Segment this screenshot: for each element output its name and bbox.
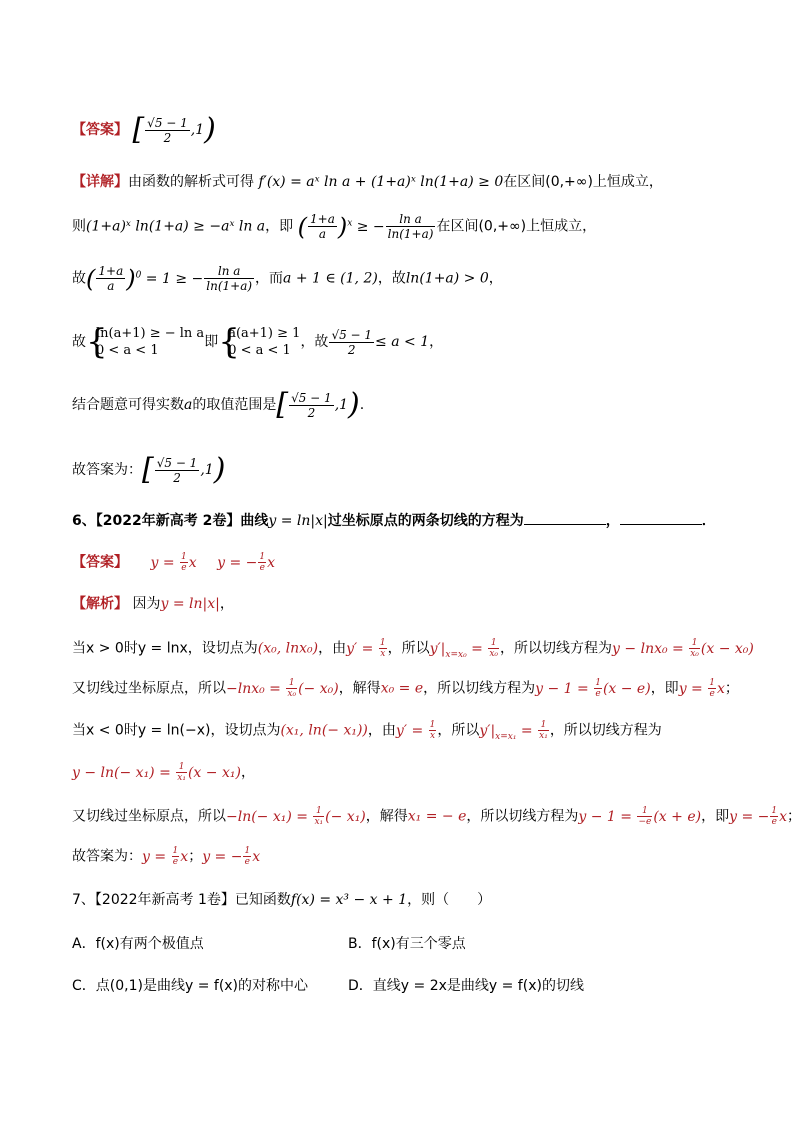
q6-c2-eq: −lnx₀ = $\frac{1}{\text{x₀}}$ (− x₀) bbox=[226, 678, 339, 699]
q7-fn: f(x) = x³ − x + 1 bbox=[290, 892, 408, 908]
q6-case2-line: 当x < 0时y = ln(−x)，设切点为(x₁, ln(− x₁))，由y′ = $\frac{1}{x}$ ，所以$y'|_{x=x_1}$ = $\frac{1}{\text{x₁}}$ ，所以切线方程为 bbox=[72, 720, 662, 742]
detail-text: ，故 bbox=[300, 334, 329, 350]
analysis-tag: 【解析】 bbox=[72, 596, 128, 612]
q7-option-a[interactable]: A．f(x)有两个极值点 bbox=[72, 936, 204, 952]
q6-c5-res: y = − $\frac{1}{e}$ x bbox=[729, 806, 788, 827]
detail-text: 故 bbox=[72, 270, 86, 287]
detail-formula-2b: ( $\frac{1+a}{a}$ )$^x$ ≥ − $\frac{\text{ln a}}{\ln(1+a)}$ bbox=[297, 212, 434, 241]
answer-5-value: [ $\frac{√5 - 1}{2}$ ,1) bbox=[132, 112, 216, 147]
q6-c1-slope: $y'|_{x=x_0}$ = $\frac{1}{\text{x₀}}$ bbox=[429, 638, 499, 660]
detail-text: . bbox=[359, 397, 365, 413]
detail-text: 的取值范围是 bbox=[192, 397, 277, 413]
q6-c1-pt: (x₀, lnx₀) bbox=[257, 640, 319, 657]
q6-c3-pt: (x₁, ln(− x₁)) bbox=[280, 722, 368, 739]
answer-tag: 【答案】 bbox=[72, 122, 128, 138]
detail-formula-3: ( $\frac{1+a}{a}$ )$^0$ = 1 ≥ − $\frac{\text{ln a}}{\ln(1+a)}$ bbox=[86, 264, 253, 293]
detail-cond: a + 1 ∈ (1, 2) bbox=[283, 270, 378, 287]
q6-ans-2: y = − $\frac{1}{e}$ x bbox=[217, 552, 276, 573]
system-2: { a(a+1) ≥ 1 0 < a < 1 bbox=[218, 322, 301, 362]
q6-c2-res: y = $\frac{1}{e}$ x bbox=[678, 678, 725, 699]
detail-text: ， bbox=[429, 334, 444, 350]
detail-text: ，而 bbox=[255, 270, 284, 287]
detail-text: 即 bbox=[204, 334, 219, 350]
q6-final-line: 故答案为：y = $\frac{1}{e}$ x；y = − $\frac{1}{e}$ x bbox=[72, 846, 261, 867]
detail-final: [ $\frac{√5 - 1}{2}$ ,1) bbox=[142, 452, 226, 487]
detail-tag: 【详解】 bbox=[72, 174, 128, 190]
q6-case2b-line: y − ln(− x₁) = $\frac{1}{\text{x₁}}$ (x − x₁)， bbox=[72, 762, 255, 783]
detail-5-line-6 bbox=[72, 452, 226, 487]
q6-answer-line bbox=[72, 552, 275, 573]
detail-text: 故 bbox=[72, 334, 86, 350]
detail-5-line-3 bbox=[72, 264, 503, 293]
q6-c5-tan: y − 1 = $\frac{1}{-e}$ (x + e) bbox=[578, 806, 702, 827]
q6-c2-sol: x₀ = e bbox=[380, 680, 424, 697]
detail-formula-1: f′(x) = aˣ ln a + (1+a)ˣ ln(1+a) ≥ 0 bbox=[258, 174, 504, 190]
q6-fn: y = ln|x| bbox=[160, 596, 220, 612]
detail-text: 结合题意可得实数 bbox=[72, 397, 184, 413]
detail-text: ，即 bbox=[265, 218, 294, 235]
q7-option-b[interactable]: B．f(x)有三个零点 bbox=[348, 936, 466, 952]
q6-c1-deriv: y′ = $\frac{1}{x}$ bbox=[346, 638, 386, 659]
q6-c1-tan: y − lnx₀ = $\frac{1}{\text{x₀}}$ (x − x₀) bbox=[612, 638, 754, 659]
detail-5-line-1 bbox=[72, 172, 663, 192]
q6-analysis-line: 【解析】 因为y = ln|x|， bbox=[72, 596, 234, 612]
detail-var: a bbox=[184, 397, 193, 413]
detail-5-line-4 bbox=[72, 322, 444, 362]
detail-text: 在区间(0,+∞)上恒成立， bbox=[436, 218, 597, 235]
q6-case2c-line: 又切线过坐标原点，所以−ln(− x₁) = $\frac{1}{\text{x₁}}$ (− x₁)，解得x₁ = − e，所以切线方程为y − 1 = $\frac{1}{-e}$ (x + e)，即y = − $\frac{1}{e}$ x； bbox=[72, 806, 801, 827]
detail-formula-4: $\frac{√5 - 1}{2}$ bbox=[331, 327, 373, 357]
detail-text: ， bbox=[488, 270, 503, 287]
q6-title: 6、【2022年新高考 2卷】曲线y = ln|x|过坐标原点的两条切线的方程为 ， ． bbox=[72, 510, 716, 531]
detail-text: 故答案为： bbox=[72, 462, 142, 478]
q6-c4-eq: y − ln(− x₁) = $\frac{1}{\text{x₁}}$ (x − x₁) bbox=[72, 762, 241, 783]
q6-c3-slope: $y'|_{x=x_1}$ = $\frac{1}{\text{x₁}}$ bbox=[479, 720, 548, 742]
q7-option-d[interactable]: D．直线y = 2x是曲线y = f(x)的切线 bbox=[348, 978, 584, 994]
detail-text: 则 bbox=[72, 218, 86, 235]
detail-text: 在区间(0,+∞)上恒成立， bbox=[503, 174, 663, 190]
detail-range: [ $\frac{√5 - 1}{2}$ ,1) bbox=[276, 387, 360, 422]
q6-c5-sol: x₁ = − e bbox=[407, 808, 467, 825]
detail-5-line-2 bbox=[72, 212, 596, 241]
q7-title: 7、【2022年新高考 1卷】已知函数f(x) = x³ − x + 1，则（ ） bbox=[72, 892, 492, 908]
detail-text: ，故 bbox=[377, 270, 406, 287]
q6-c3-deriv: y′ = $\frac{1}{x}$ bbox=[395, 720, 436, 741]
answer-5-line bbox=[72, 112, 216, 147]
q6-ans-1: y = $\frac{1}{e}$ x bbox=[150, 552, 197, 573]
q6-blank-1 bbox=[524, 510, 606, 525]
q6-curve: y = ln|x| bbox=[268, 513, 328, 529]
q6-c5-eq: −ln(− x₁) = $\frac{1}{\text{x₁}}$ (− x₁) bbox=[226, 806, 366, 827]
detail-result: ≤ a < 1 bbox=[375, 334, 430, 350]
detail-result: ln(1+a) > 0 bbox=[405, 270, 489, 287]
system-1: { ln(a+1) ≥ − ln a 0 < a < 1 bbox=[86, 322, 205, 362]
q6-case1-line: 当x > 0时y = lnx，设切点为(x₀, lnx₀)，由y′ = $\frac{1}{x}$ ，所以$y'|_{x=x_0}$ = $\frac{1}{\text{x₀}}$ ，所以切线方程为y − lnx₀ = $\frac{1}{\text{x₀}}$ (x − x₀) bbox=[72, 638, 754, 660]
q6-case1b-line: 又切线过坐标原点，所以−lnx₀ = $\frac{1}{\text{x₀}}$ (− x₀)，解得x₀ = e，所以切线方程为y − 1 = $\frac{1}{e}$ (x − e)，即y = $\frac{1}{e}$ x； bbox=[72, 678, 739, 699]
detail-formula-2: (1+a)ˣ ln(1+a) ≥ −aˣ ln a bbox=[86, 218, 266, 235]
detail-text: 由函数的解析式可得 bbox=[128, 174, 254, 190]
q6-blank-2 bbox=[620, 510, 702, 525]
answer-tag: 【答案】 bbox=[72, 554, 128, 571]
q6-c2-tan: y − 1 = $\frac{1}{e}$ (x − e) bbox=[535, 678, 651, 699]
q6-final-2: y = − $\frac{1}{e}$ x bbox=[202, 846, 261, 867]
q7-option-c[interactable]: C．点(0,1)是曲线y = f(x)的对称中心 bbox=[72, 978, 309, 994]
detail-5-line-5 bbox=[72, 387, 365, 422]
q6-final-1: y = $\frac{1}{e}$ x bbox=[142, 846, 189, 867]
